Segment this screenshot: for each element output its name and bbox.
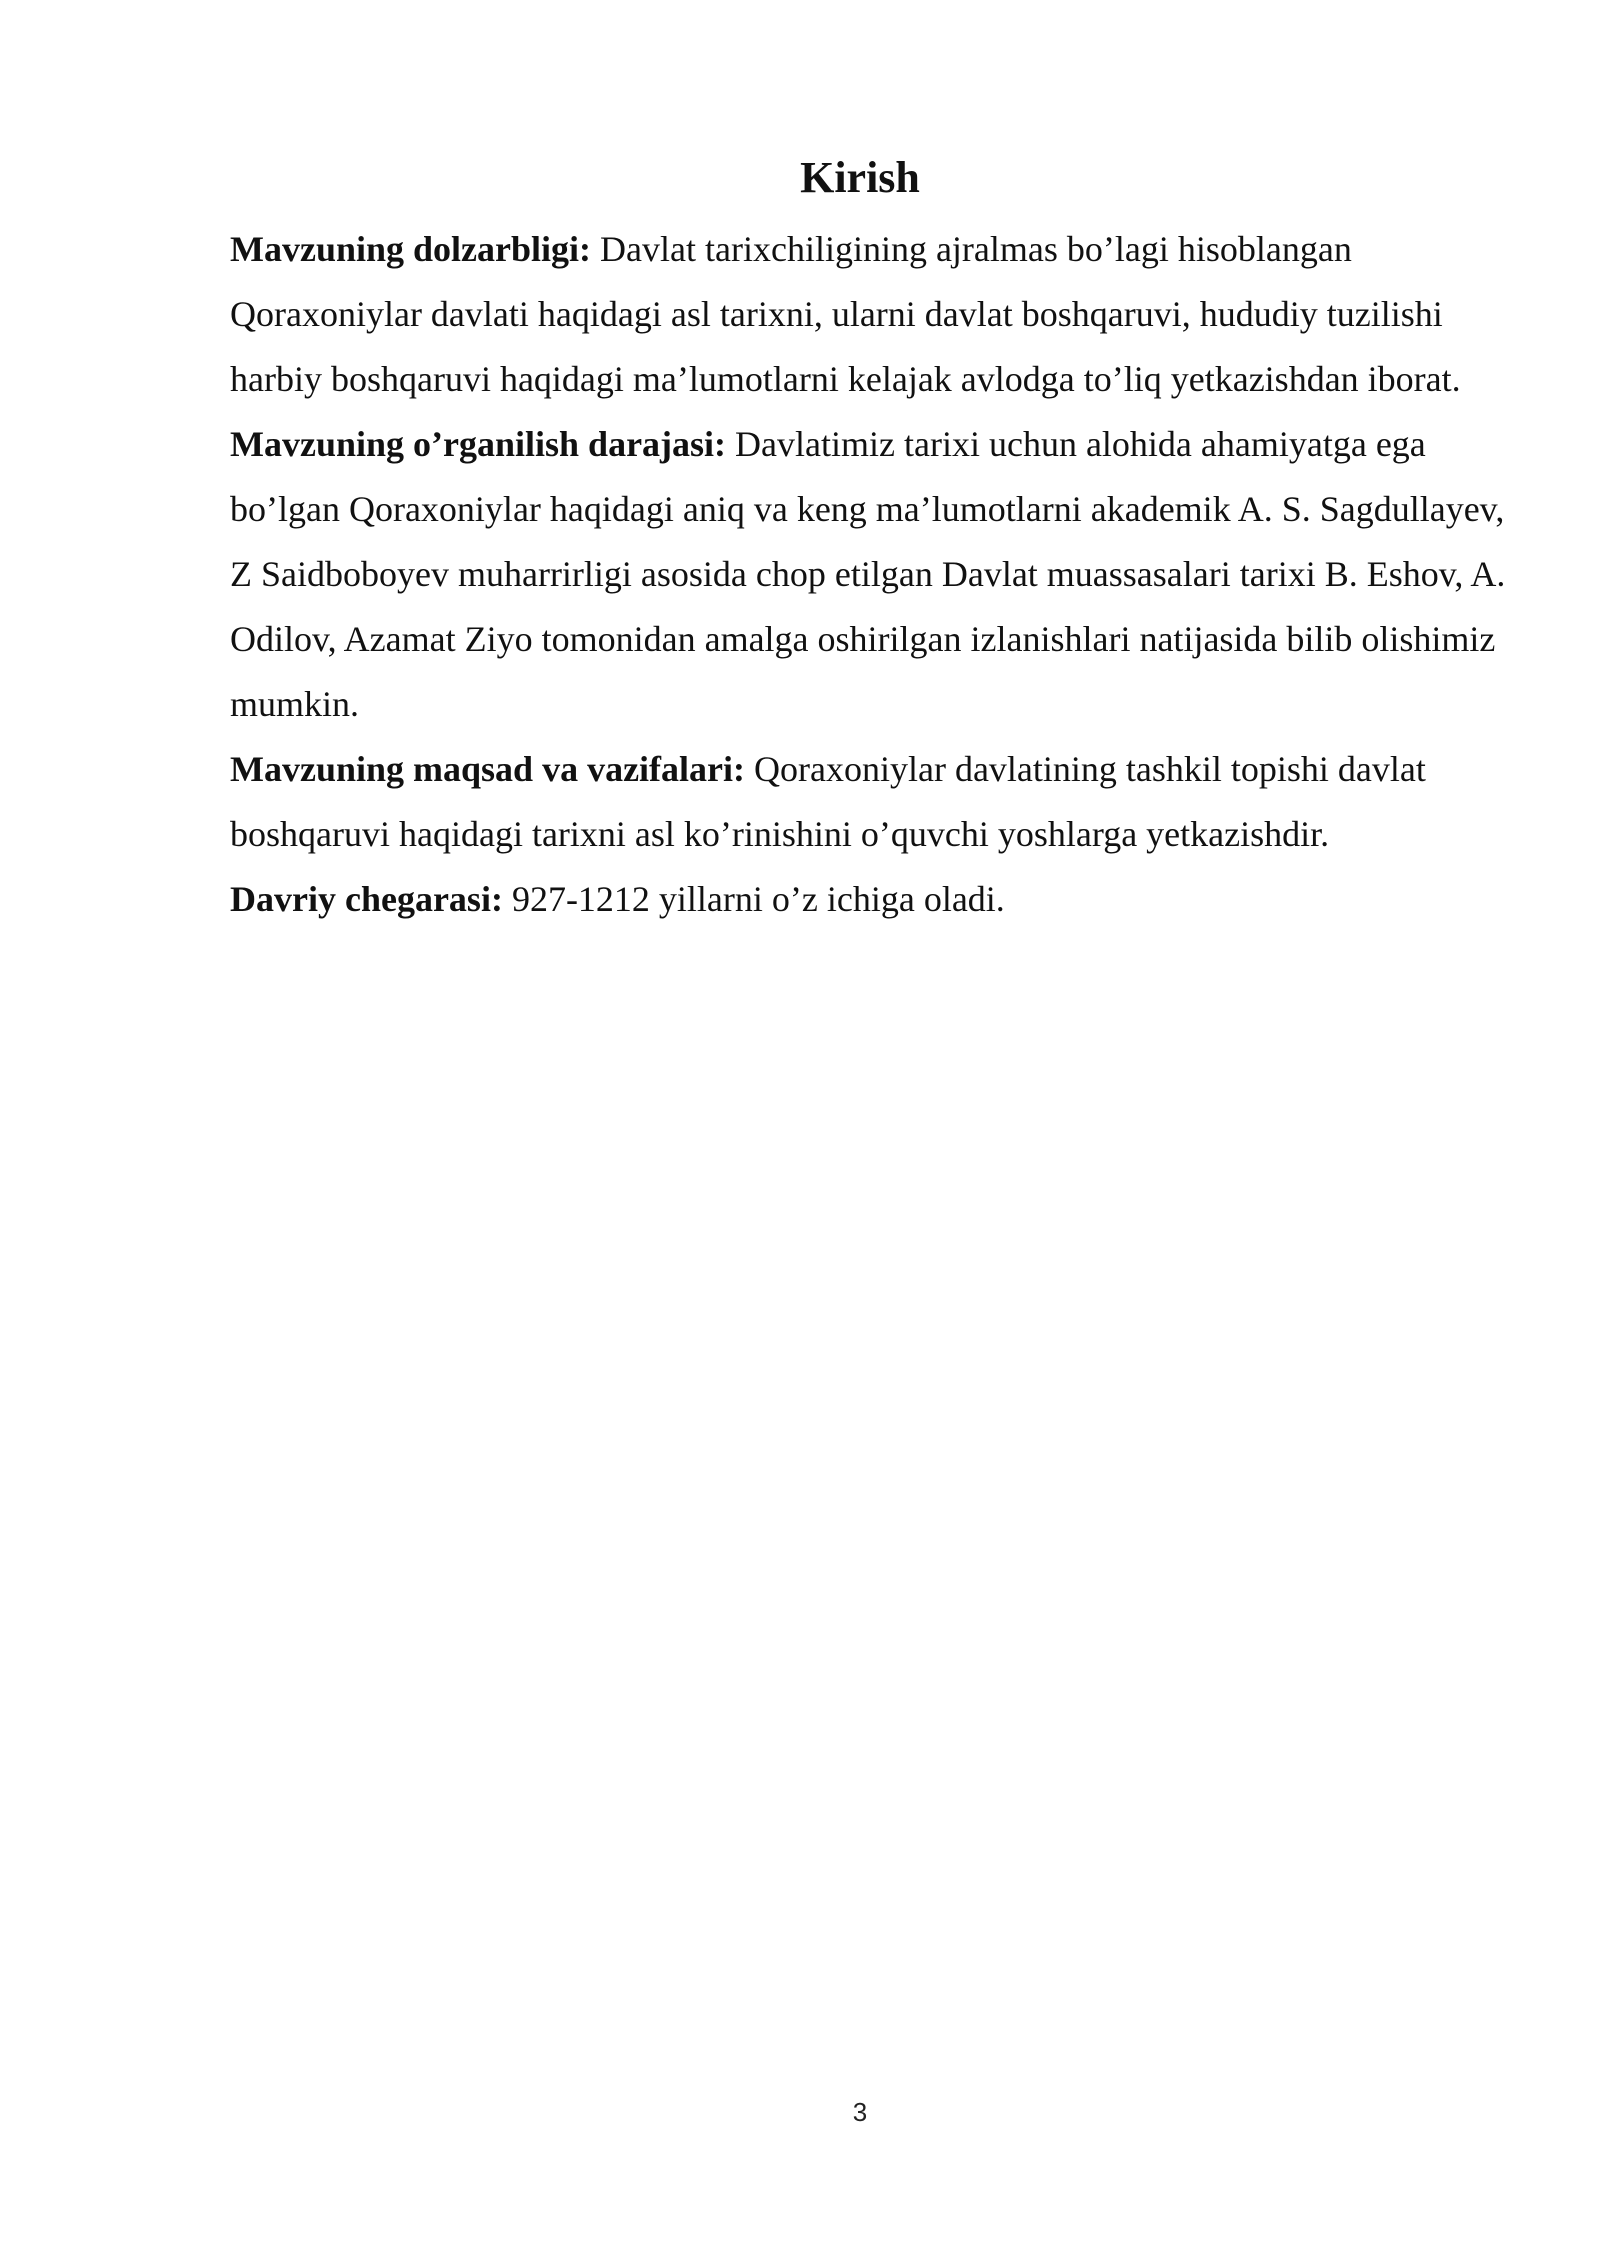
- paragraph-label: Mavzuning dolzarbligi:: [230, 229, 592, 269]
- paragraph-label: Davriy chegarasi:: [230, 879, 503, 919]
- paragraph-label: Mavzuning o’rganilish darajasi:: [230, 424, 727, 464]
- paragraph-study-level: [230, 412, 1520, 737]
- paragraph-text: Davlatimiz tarixi uchun alohida ahamiyatga ega bo’lgan Qoraxoniylar haqidagi aniq va keng ma’lumotlarni akademik A. S. Sagdullayev, Z Saidboboyev muharrirligi asosida chop etilgan Davlat muassasalari tarixi B. Eshov, A. Odilov, Azamat Ziyo tomonidan amalga oshirilgan izlanishlari natijasida bilib olishimiz mumkin.: [230, 424, 1506, 724]
- paragraph-relevance: [230, 217, 1520, 412]
- paragraph-text: Qoraxoniylar davlatining tashkil topishi davlat boshqaruvi haqidagi tarixni asl ko’rinishini o’quvchi yoshlarga yetkazishdir.: [230, 749, 1426, 854]
- page-title: Kirish: [800, 153, 920, 202]
- document-body: [230, 217, 1520, 932]
- paragraph-period: [230, 867, 1520, 932]
- paragraph-label: Mavzuning maqsad va vazifalari:: [230, 749, 746, 789]
- paragraph-goals: [230, 737, 1520, 867]
- page-number: 3: [852, 2097, 868, 2127]
- paragraph-text: Davlat tarixchiligining ajralmas bo’lagi hisoblangan Qoraxoniylar davlati haqidagi asl tarixni, ularni davlat boshqaruvi, hududiy tuzilishi harbiy boshqaruvi haqidagi ma’lumotlarni kelajak avlodga to’liq yetkazishdan iborat.: [230, 229, 1461, 399]
- paragraph-text: 927-1212 yillarni o’z ichiga oladi.: [502, 879, 1005, 919]
